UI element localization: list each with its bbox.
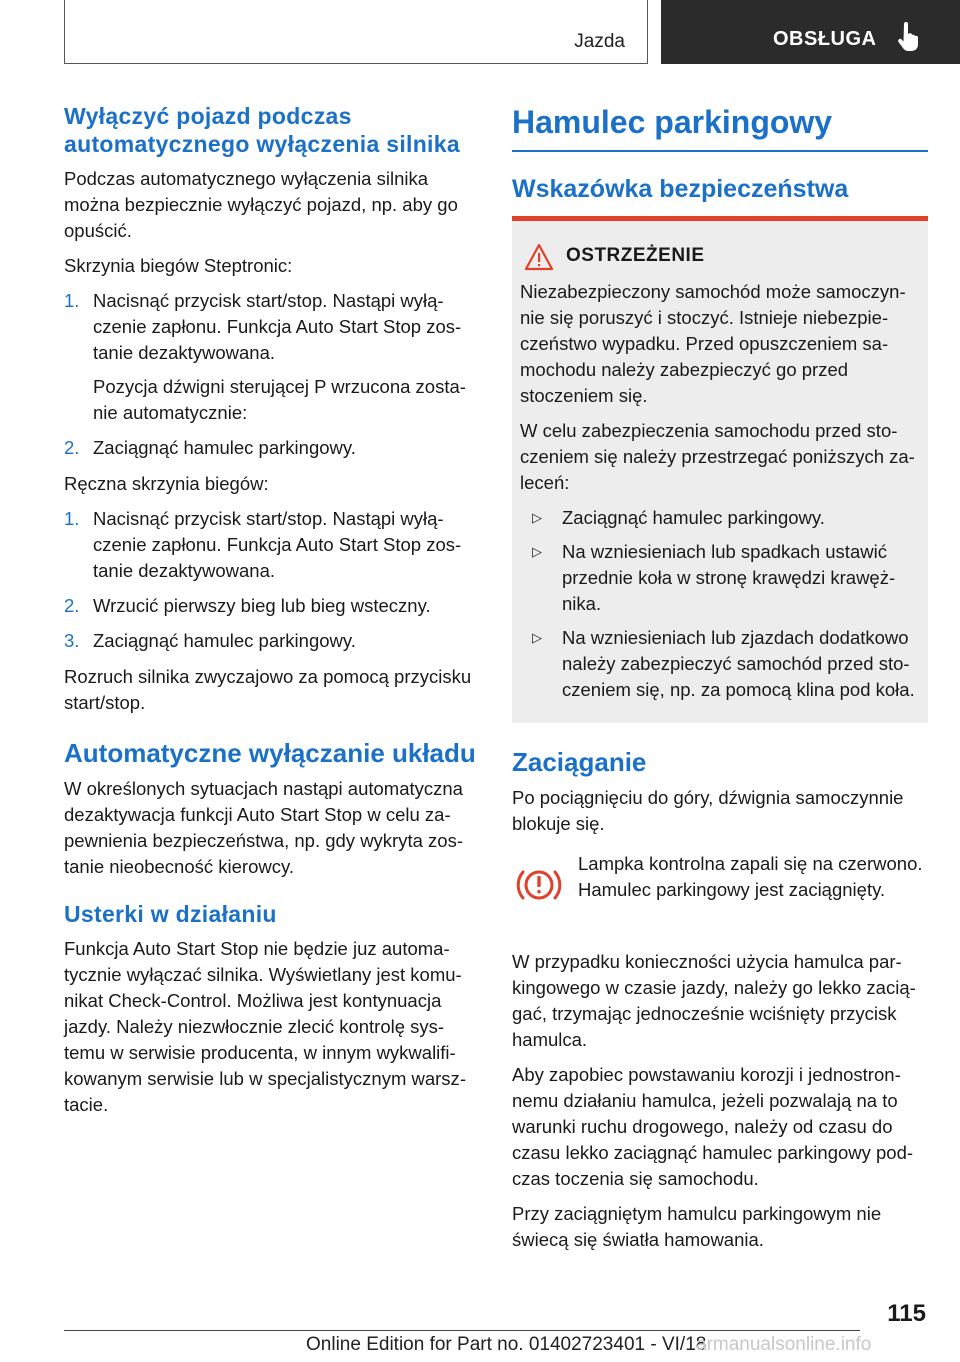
header-tab[interactable] [661, 0, 960, 64]
page-number: 115 [887, 1300, 926, 1327]
list-item [64, 435, 479, 461]
list-item [64, 628, 479, 654]
paragraph: Funkcja Auto Start Stop nie będzie juz automatycznie wyłączać silnika. Wyświetlany jest komunikat Check-Control. Możliwa jest kontynuacja jazdy. Należy niezwłocznie zlecić kontrolę systemu w serwisie producenta, w innym wykwalifikowanym serwisie lub w specjalistycznym warsztacie. [64, 938, 466, 1115]
list-item [520, 625, 920, 703]
list-item [64, 593, 479, 619]
warning-bullets [520, 505, 920, 703]
list-item [520, 505, 920, 531]
warning-box [512, 221, 928, 723]
parking-brake-warning-icon [516, 865, 562, 905]
warning-label: OSTRZEŻENIE [566, 245, 705, 266]
heading-engaging: Zaciąganie [512, 747, 647, 777]
triangle-bullet-icon: ▷ [532, 510, 542, 525]
bullet-text: Na wzniesieniach lub spadkach ustawić przednie koła w stronę krawędzi krawężnika. [562, 541, 896, 614]
warning-text: W celu zabezpieczenia samochodu przed stoczeniem się należy przestrzegać poniższych zaleceń: [520, 420, 915, 493]
bullet-text: Zaciągnąć hamulec parkingowy. [562, 507, 825, 528]
step-text: Wrzucić pierwszy bieg lub bieg wsteczny. [93, 595, 431, 616]
edition-text: Online Edition for Part no. 01402723401 - VI/18 [306, 1334, 707, 1355]
warning-text: Niezabezpieczony samochód może samoczynnie się poruszyć i stoczyć. Istnieje niebezpieczeństwo wypadku. Przed opuszczeniem samochodu należy zabezpieczyć go przed stoczeniem się. [520, 281, 906, 406]
header-section-box [64, 0, 648, 64]
paragraph: Przy zaciągniętym hamulcu parkingowym nie świecą się światła hamowania. [512, 1203, 882, 1250]
manual-steps [64, 506, 479, 654]
page-title: Hamulec parkingowy [512, 102, 928, 152]
paragraph: Aby zapobiec powstawaniu korozji i jednostronnemu działaniu hamulca, jeżeli pozwalają na to warunki ruchu drogowego, należy od czasu do czasu lekko zaciągnąć hamulec parkingowy podczas toczenia się samochodu. [512, 1064, 914, 1189]
step-text: Nacisnąć przycisk start/stop. Nastąpi wyłączenie zapłonu. Funkcja Auto Start Stop zostanie dezaktywowana. [93, 290, 462, 363]
paragraph: Skrzynia biegów Steptronic: [64, 255, 293, 276]
step-number: 2. [64, 595, 80, 616]
heading-auto-deactivation: Automatyczne wyłączanie układu [64, 738, 476, 768]
step-text: Zaciągnąć hamulec parkingowy. [93, 437, 356, 458]
step-number: 3. [64, 630, 80, 651]
step-note: Pozycja dźwigni sterującej P wrzucona zostanie automatycznie: [93, 376, 466, 423]
paragraph: Podczas automatycznego wyłączenia silnika można bezpiecznie wyłączyć pojazd, np. aby go opuścić. [64, 168, 458, 241]
step-text: Nacisnąć przycisk start/stop. Nastąpi wyłączenie zapłonu. Funkcja Auto Start Stop zostanie dezaktywowana. [93, 508, 462, 581]
watermark-text: armanualsonline.info [696, 1334, 872, 1355]
step-number: 1. [64, 508, 80, 529]
hand-pointer-icon [897, 22, 921, 52]
indicator-lamp-row [512, 851, 928, 941]
right-column [512, 102, 928, 1262]
header-section-title: Jazda [574, 31, 625, 52]
footer-divider [64, 1330, 860, 1331]
warning-triangle-icon [524, 243, 554, 271]
heading-shutdown-during-autostop: Wyłączyć pojazd podczas automatycznego wyłączenia silnika [64, 103, 460, 157]
header-tab-label: OBSŁUGA [773, 28, 877, 50]
paragraph: W określonych sytuacjach nastąpi automatyczna dezaktywacja funkcji Auto Start Stop w celu zapewnienia bezpieczeństwa, np. gdy wykryta zostanie nieobecność kierowcy. [64, 778, 463, 877]
paragraph: W przypadku konieczności użycia hamulca parkingowego w czasie jazdy, należy go lekko zaciągać, trzymając jednocześnie wciśnięty przycisk hamulca. [512, 951, 916, 1050]
list-item [64, 288, 479, 426]
indicator-lamp-text: Lampka kontrolna zapali się na czerwono. Hamulec parkingowy jest zaciągnięty. [578, 853, 923, 900]
left-column [64, 102, 479, 1127]
list-item [64, 506, 479, 584]
step-text: Zaciągnąć hamulec parkingowy. [93, 630, 356, 651]
triangle-bullet-icon: ▷ [532, 630, 542, 645]
bullet-text: Na wzniesieniach lub zjazdach dodatkowo należy zabezpieczyć samochód przed stoczeniem się, np. za pomocą klina pod koła. [562, 627, 915, 700]
triangle-bullet-icon: ▷ [532, 544, 542, 559]
warning-header [520, 243, 920, 273]
paragraph: Po pociągnięciu do góry, dźwignia samoczynnie blokuje się. [512, 787, 904, 834]
step-number: 1. [64, 290, 80, 311]
heading-malfunctions: Usterki w działaniu [64, 901, 277, 927]
steptronic-steps [64, 288, 479, 461]
paragraph: Rozruch silnika zwyczajowo za pomocą przycisku start/stop. [64, 666, 472, 713]
list-item [520, 539, 920, 617]
step-number: 2. [64, 437, 80, 458]
safety-heading: Wskazówka bezpieczeństwa [512, 174, 928, 221]
paragraph: Ręczna skrzynia biegów: [64, 473, 269, 494]
